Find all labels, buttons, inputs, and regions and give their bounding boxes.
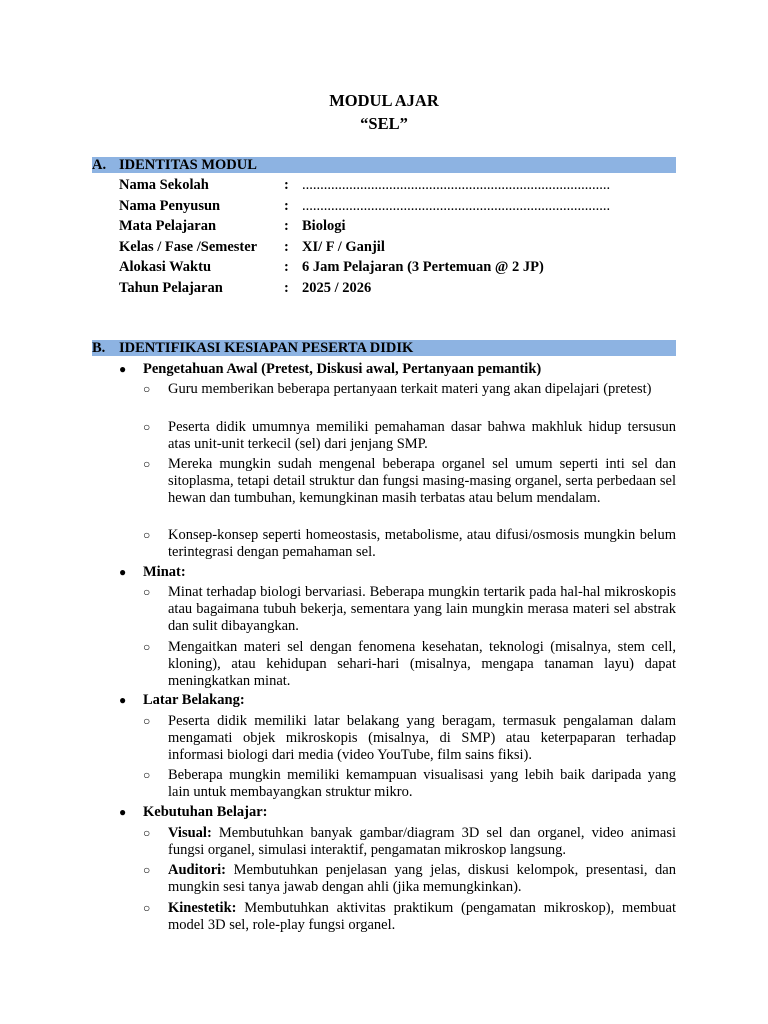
identity-colon: : bbox=[284, 259, 289, 275]
bullet-icon: ● bbox=[119, 693, 127, 707]
circle-bullet-icon: ○ bbox=[143, 826, 151, 840]
circle-bullet-icon: ○ bbox=[143, 714, 151, 728]
identity-label: Tahun Pelajaran bbox=[119, 280, 223, 296]
identity-colon: : bbox=[284, 239, 289, 255]
section-a-heading: IDENTITAS MODUL bbox=[119, 157, 257, 173]
identity-label: Mata Pelajaran bbox=[119, 218, 217, 234]
identity-row bbox=[119, 175, 679, 195]
identity-value: XI/ F / Ganjil bbox=[302, 239, 385, 255]
identity-colon: : bbox=[284, 218, 289, 234]
bullet-icon: ● bbox=[119, 565, 127, 579]
readiness-group-label: Minat: bbox=[143, 564, 186, 580]
identity-value: ..................................................................................... bbox=[302, 198, 611, 214]
readiness-group-label: Kebutuhan Belajar: bbox=[143, 804, 268, 820]
learning-style-label: Kinestetik: bbox=[168, 900, 237, 916]
circle-bullet-icon: ○ bbox=[143, 382, 151, 396]
section-a-letter: A. bbox=[92, 157, 107, 173]
circle-bullet-icon: ○ bbox=[143, 457, 151, 471]
learning-style-text: Membutuhkan aktivitas praktikum (pengamatan mikroskop), membuat model 3D sel, role-play fungsi organel. bbox=[168, 900, 676, 933]
circle-bullet-icon: ○ bbox=[143, 528, 151, 542]
bullet-icon: ● bbox=[119, 362, 127, 376]
identity-row bbox=[119, 216, 679, 236]
readiness-item-text bbox=[168, 825, 676, 859]
identity-colon: : bbox=[284, 198, 289, 214]
readiness-item-text: Peserta didik memiliki latar belakang yang beragam, termasuk pengalaman dalam mengamati objek mikroskopis (misalnya, di SMP) atau keterpaparan terhadap informasi biologi dari media (video YouTube, film sains fiksi). bbox=[168, 713, 676, 763]
circle-bullet-icon: ○ bbox=[143, 420, 151, 434]
bullet-icon: ● bbox=[119, 805, 127, 819]
identity-value: 6 Jam Pelajaran (3 Pertemuan @ 2 JP) bbox=[302, 259, 544, 275]
readiness-item-text: Minat terhadap biologi bervariasi. Beberapa mungkin tertarik pada hal-hal mikroskopis atau bagaimana tubuh bekerja, sementara yang lain mungkin merasa materi sel abstrak dan sulit dibayangkan. bbox=[168, 584, 676, 634]
identity-value: Biologi bbox=[302, 218, 346, 234]
identity-colon: : bbox=[284, 177, 289, 193]
identity-label: Kelas / Fase /Semester bbox=[119, 239, 258, 255]
identity-label: Nama Sekolah bbox=[119, 177, 209, 193]
learning-style-text: Membutuhkan banyak gambar/diagram 3D sel dan organel, video animasi fungsi organel, simulasi interaktif, pengamatan mikroskop langsung. bbox=[168, 825, 676, 858]
readiness-item-text: Mengaitkan materi sel dengan fenomena kesehatan, teknologi (misalnya, stem cell, kloning), atau kehidupan sehari-hari (misalnya, mengapa tanaman layu) dapat meningkatkan minat. bbox=[168, 639, 676, 689]
readiness-group-label: Latar Belakang: bbox=[143, 692, 245, 708]
learning-style-label: Auditori: bbox=[168, 862, 226, 878]
learning-style-text: Membutuhkan penjelasan yang jelas, diskusi kelompok, presentasi, dan mungkin sesi tanya jawab dengan ahli (jika memungkinkan). bbox=[168, 862, 676, 895]
readiness-group-label: Pengetahuan Awal (Pretest, Diskusi awal, Pertanyaan pemantik) bbox=[143, 361, 542, 377]
readiness-item-text bbox=[168, 862, 676, 896]
circle-bullet-icon: ○ bbox=[143, 768, 151, 782]
readiness-item-text: Guru memberikan beberapa pertanyaan terkait materi yang akan dipelajari (pretest) bbox=[168, 381, 652, 397]
readiness-item-text: Mereka mungkin sudah mengenal beberapa organel sel umum seperti inti sel dan sitoplasma, tetapi detail struktur dan fungsi masing-masing organel, serta perbedaan sel hewan dan tumbuhan, kemungkinan masih terbatas atau belum mendalam. bbox=[168, 456, 676, 506]
document-title: MODUL AJAR bbox=[329, 91, 439, 110]
identity-row bbox=[119, 278, 679, 298]
identity-row bbox=[119, 196, 679, 216]
identity-label: Alokasi Waktu bbox=[119, 259, 212, 275]
circle-bullet-icon: ○ bbox=[143, 863, 151, 877]
circle-bullet-icon: ○ bbox=[143, 901, 151, 915]
section-b-heading: IDENTIFIKASI KESIAPAN PESERTA DIDIK bbox=[119, 340, 414, 356]
readiness-item-text bbox=[168, 900, 676, 934]
identity-colon: : bbox=[284, 280, 289, 296]
section-b-letter: B. bbox=[92, 340, 106, 356]
circle-bullet-icon: ○ bbox=[143, 640, 151, 654]
circle-bullet-icon: ○ bbox=[143, 585, 151, 599]
readiness-item-text: Beberapa mungkin memiliki kemampuan visualisasi yang lebih baik daripada yang lain untuk membayangkan struktur mikro. bbox=[168, 767, 676, 800]
readiness-item-text: Peserta didik umumnya memiliki pemahaman dasar bahwa makhluk hidup tersusun atas unit-unit terkecil (sel) dari jenjang SMP. bbox=[168, 419, 676, 452]
identity-value: 2025 / 2026 bbox=[302, 280, 372, 296]
identity-row bbox=[119, 237, 679, 257]
learning-style-label: Visual: bbox=[168, 825, 212, 841]
identity-value: ..................................................................................... bbox=[302, 177, 611, 193]
readiness-item-text: Konsep-konsep seperti homeostasis, metabolisme, atau difusi/osmosis mungkin belum terintegrasi dengan pemahaman sel. bbox=[168, 527, 676, 560]
document-subtitle: “SEL” bbox=[360, 114, 408, 133]
identity-label: Nama Penyusun bbox=[119, 198, 221, 214]
identity-row bbox=[119, 257, 679, 277]
